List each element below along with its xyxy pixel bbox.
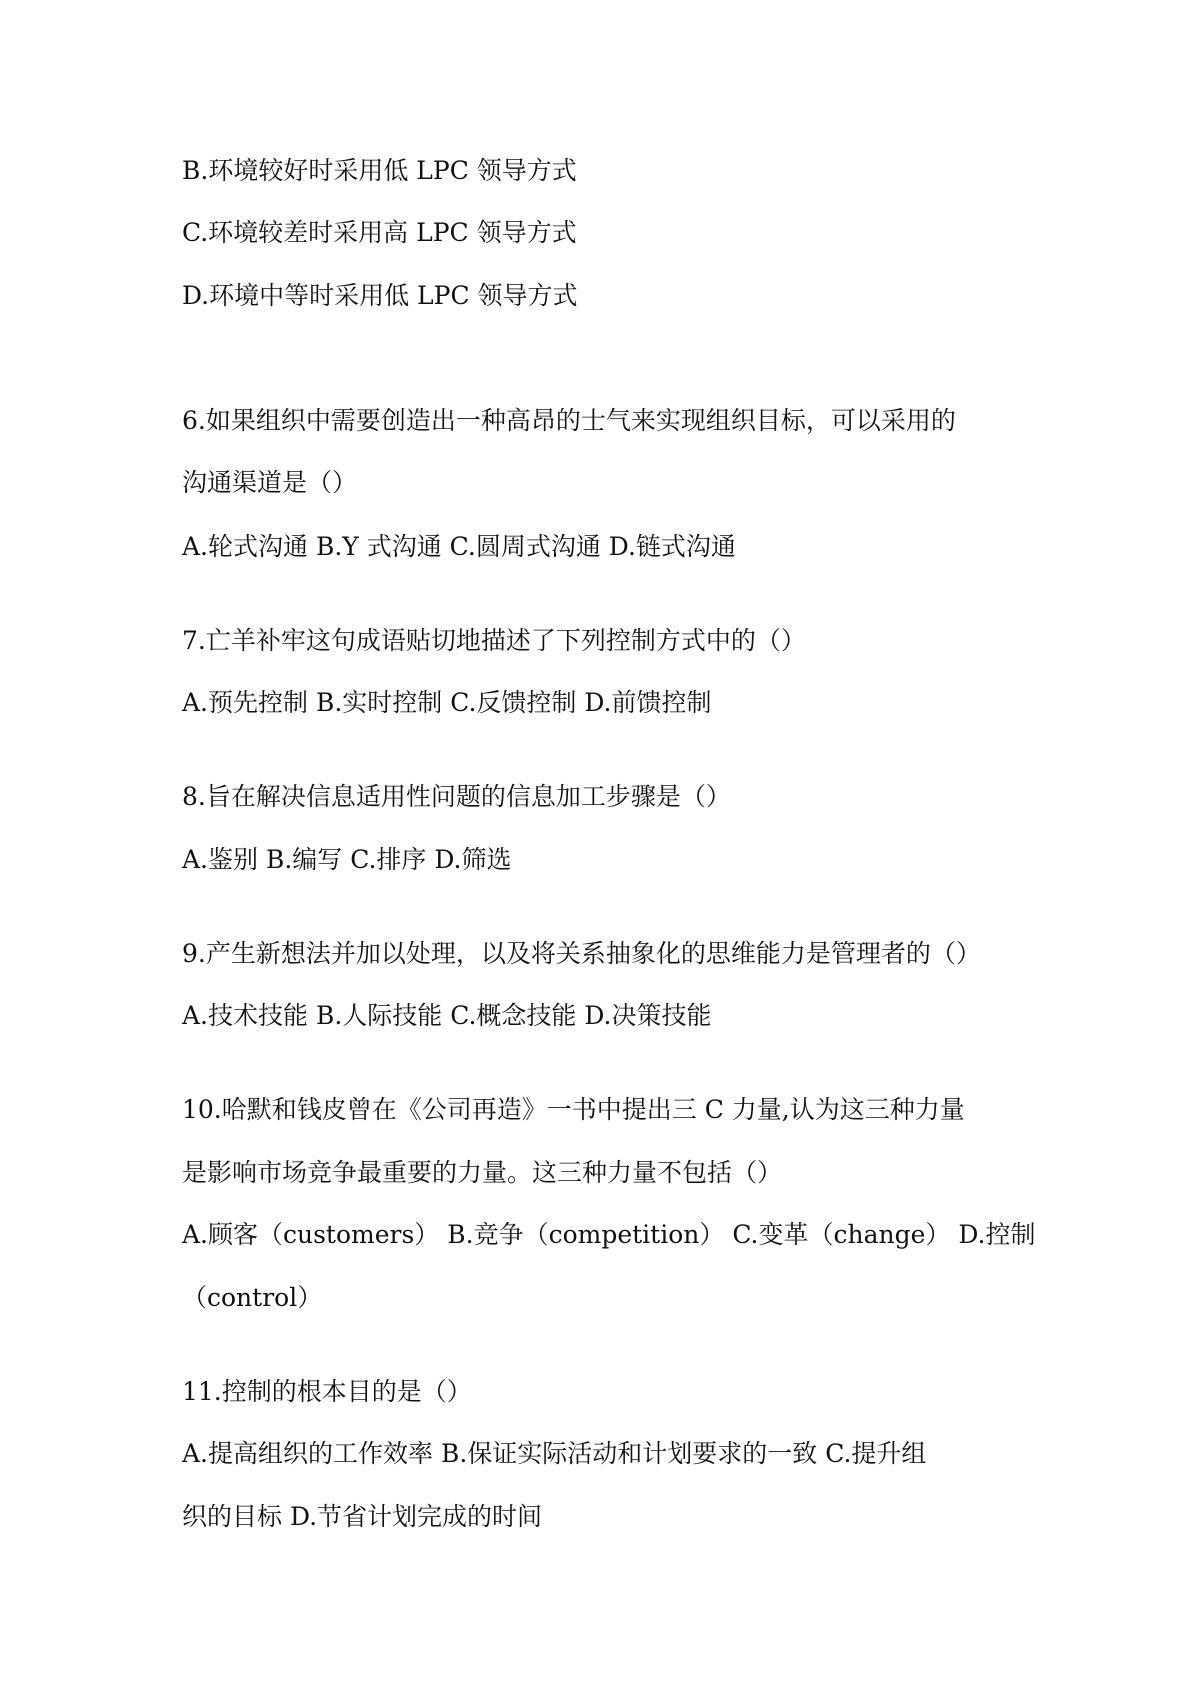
question-6-options: A.轮式沟通 B.Y 式沟通 C.圆周式沟通 D.链式沟通	[182, 532, 736, 561]
question-10-options-line-1: A.顾客（customers） B.竞争（competition） C.变革（change） D.控制	[182, 1220, 1036, 1249]
question-5-option-c: C.环境较差时采用高 LPC 领导方式	[182, 218, 577, 247]
question-9-options: A.技术技能 B.人际技能 C.概念技能 D.决策技能	[182, 1001, 712, 1030]
question-9-stem: 9.产生新想法并加以处理，以及将关系抽象化的思维能力是管理者的（）	[182, 939, 981, 968]
question-11-options-line-1: A.提高组织的工作效率 B.保证实际活动和计划要求的一致 C.提升组	[182, 1439, 927, 1468]
question-5-option-b: B.环境较好时采用低 LPC 领导方式	[182, 156, 577, 185]
question-8-options: A.鉴别 B.编写 C.排序 D.筛选	[182, 845, 512, 874]
question-11-options-line-2: 织的目标 D.节省计划完成的时间	[182, 1502, 543, 1531]
question-6-stem-line-2: 沟通渠道是（）	[182, 468, 358, 497]
question-8-stem: 8.旨在解决信息适用性问题的信息加工步骤是（）	[182, 782, 731, 811]
question-6-stem-line-1: 6.如果组织中需要创造出一种高昂的士气来实现组织目标，可以采用的	[182, 406, 956, 435]
question-10-options-line-2: （control）	[182, 1283, 323, 1312]
question-7-stem: 7.亡羊补牢这句成语贴切地描述了下列控制方式中的（）	[182, 626, 806, 655]
question-10-stem-line-1: 10.哈默和钱皮曾在《公司再造》一书中提出三 C 力量,认为这三种力量	[182, 1095, 965, 1124]
question-11-stem: 11.控制的根本目的是（）	[182, 1377, 472, 1406]
question-7-options: A.预先控制 B.实时控制 C.反馈控制 D.前馈控制	[182, 688, 712, 717]
question-10-stem-line-2: 是影响市场竞争最重要的力量。这三种力量不包括（）	[182, 1158, 783, 1187]
question-5-option-d: D.环境中等时采用低 LPC 领导方式	[182, 281, 578, 310]
